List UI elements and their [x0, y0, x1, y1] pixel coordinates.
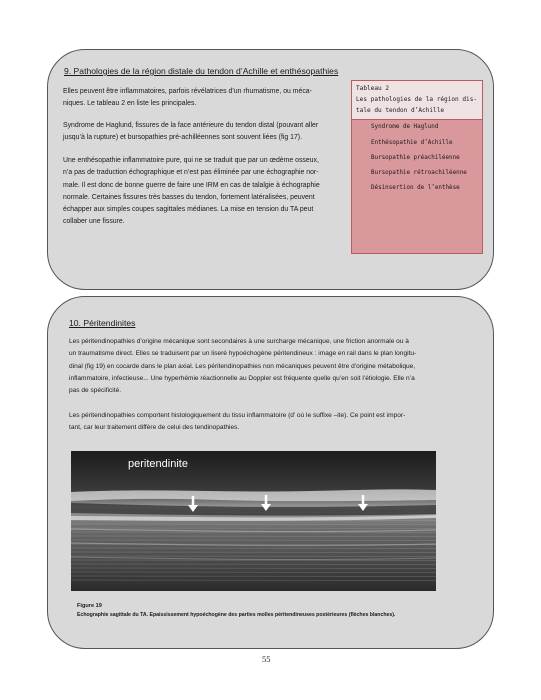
tableau-title	[352, 81, 482, 120]
tableau-item: Enthésopathie d’Achille	[371, 140, 453, 146]
page-number: 55	[262, 654, 271, 664]
ultrasound-image	[71, 451, 436, 591]
text-line: collaber une fissure.	[63, 218, 125, 226]
text-line: Elles peuvent être inflammatoires, parfois révélatrices d’un rhumatisme, ou méca-	[63, 88, 312, 95]
tableau-item: Bursopathie préachiléenne	[371, 155, 460, 161]
text-line: inflammatoire, infectieuse... Une hyperhémie réactionnelle au Doppler est fréquente quelle qu’en soit l’étiologie. Elle n’a	[69, 374, 415, 382]
paragraph-5	[69, 410, 405, 435]
tableau-title-line: Les pathologies de la région dis-	[356, 96, 478, 103]
tableau-item: Syndrome de Haglund	[371, 124, 439, 130]
tableau-item: Désinsertion de l’enthèse	[371, 185, 460, 191]
text-line: Une enthésopathie inflammatoire pure, qui ne se traduit que par un œdème osseux,	[63, 157, 319, 164]
text-line: male. Il est donc de bonne guerre de faire une IRM en cas de talalgie à échographie	[63, 181, 320, 189]
text-line: normale. Certaines fissures très basses du tendon, fortement latéralisées, peuvent	[63, 193, 315, 201]
text-line: jusqu’à la rupture) et bursopathies pré-achilléennes sont souvent liées (fig 17).	[63, 134, 303, 142]
figure-caption-title: Figure 19	[77, 603, 102, 609]
ultrasound-graphic	[71, 451, 436, 591]
text-line: un traumatisme direct. Elles se traduisent par un liseré hypoéchogène péritendineux : image en rail dans le plan longitu-	[69, 350, 417, 358]
text-line: tant, car leur traitement diffère de celui des tendinopathies.	[69, 424, 240, 432]
text-line: Les péritendinopathies comportent histologiquement du tissu inflammatoire (d’ où le suffixe –ite). Ce point est impor-	[69, 412, 406, 419]
tableau-title-line: tale du tendon d’Achille	[356, 107, 445, 114]
paragraph-4	[69, 336, 416, 397]
text-line: échapper aux simples coupes sagittales médianes. La mise en tension du TA peut	[63, 206, 314, 214]
text-line: Syndrome de Haglund, fissures de la face antérieure du tendon distal (pouvant aller	[63, 122, 319, 129]
tableau-box	[351, 80, 483, 254]
paragraph-1	[63, 86, 312, 111]
figure-caption-text: Echographie sagittale du TA. Epaississement hypoéchogène des parties molles péritendineuses postérieures (flèches blanches).	[77, 612, 396, 618]
tableau-item: Bursopathie rétroachiléenne	[371, 170, 467, 176]
paragraph-2	[63, 120, 318, 145]
text-line: niques. Le tableau 2 en liste les principales.	[63, 100, 197, 108]
paragraph-3	[63, 155, 320, 229]
section-heading-9: 9. Pathologies de la région distale du tendon d’Achille et enthésopathies	[64, 66, 339, 76]
section-heading-10: 10. Péritendinites	[69, 318, 136, 328]
text-line: dinal (fig 19) en cocarde dans le plan axial. Les péritendinopathies non mécaniques peuvent être d’origine métabolique,	[69, 362, 416, 370]
text-line: Les péritendinopathies d’origine mécanique sont secondaires à une surcharge mécanique, une friction anormale ou à	[69, 338, 409, 345]
tableau-title-line: Tableau 2	[356, 85, 390, 92]
text-line: pas de spécificité.	[69, 387, 122, 395]
text-line: n’a pas de traduction échographique et n’est pas éliminée par une échographie nor-	[63, 169, 319, 177]
ultrasound-label: peritendinite	[128, 458, 188, 470]
